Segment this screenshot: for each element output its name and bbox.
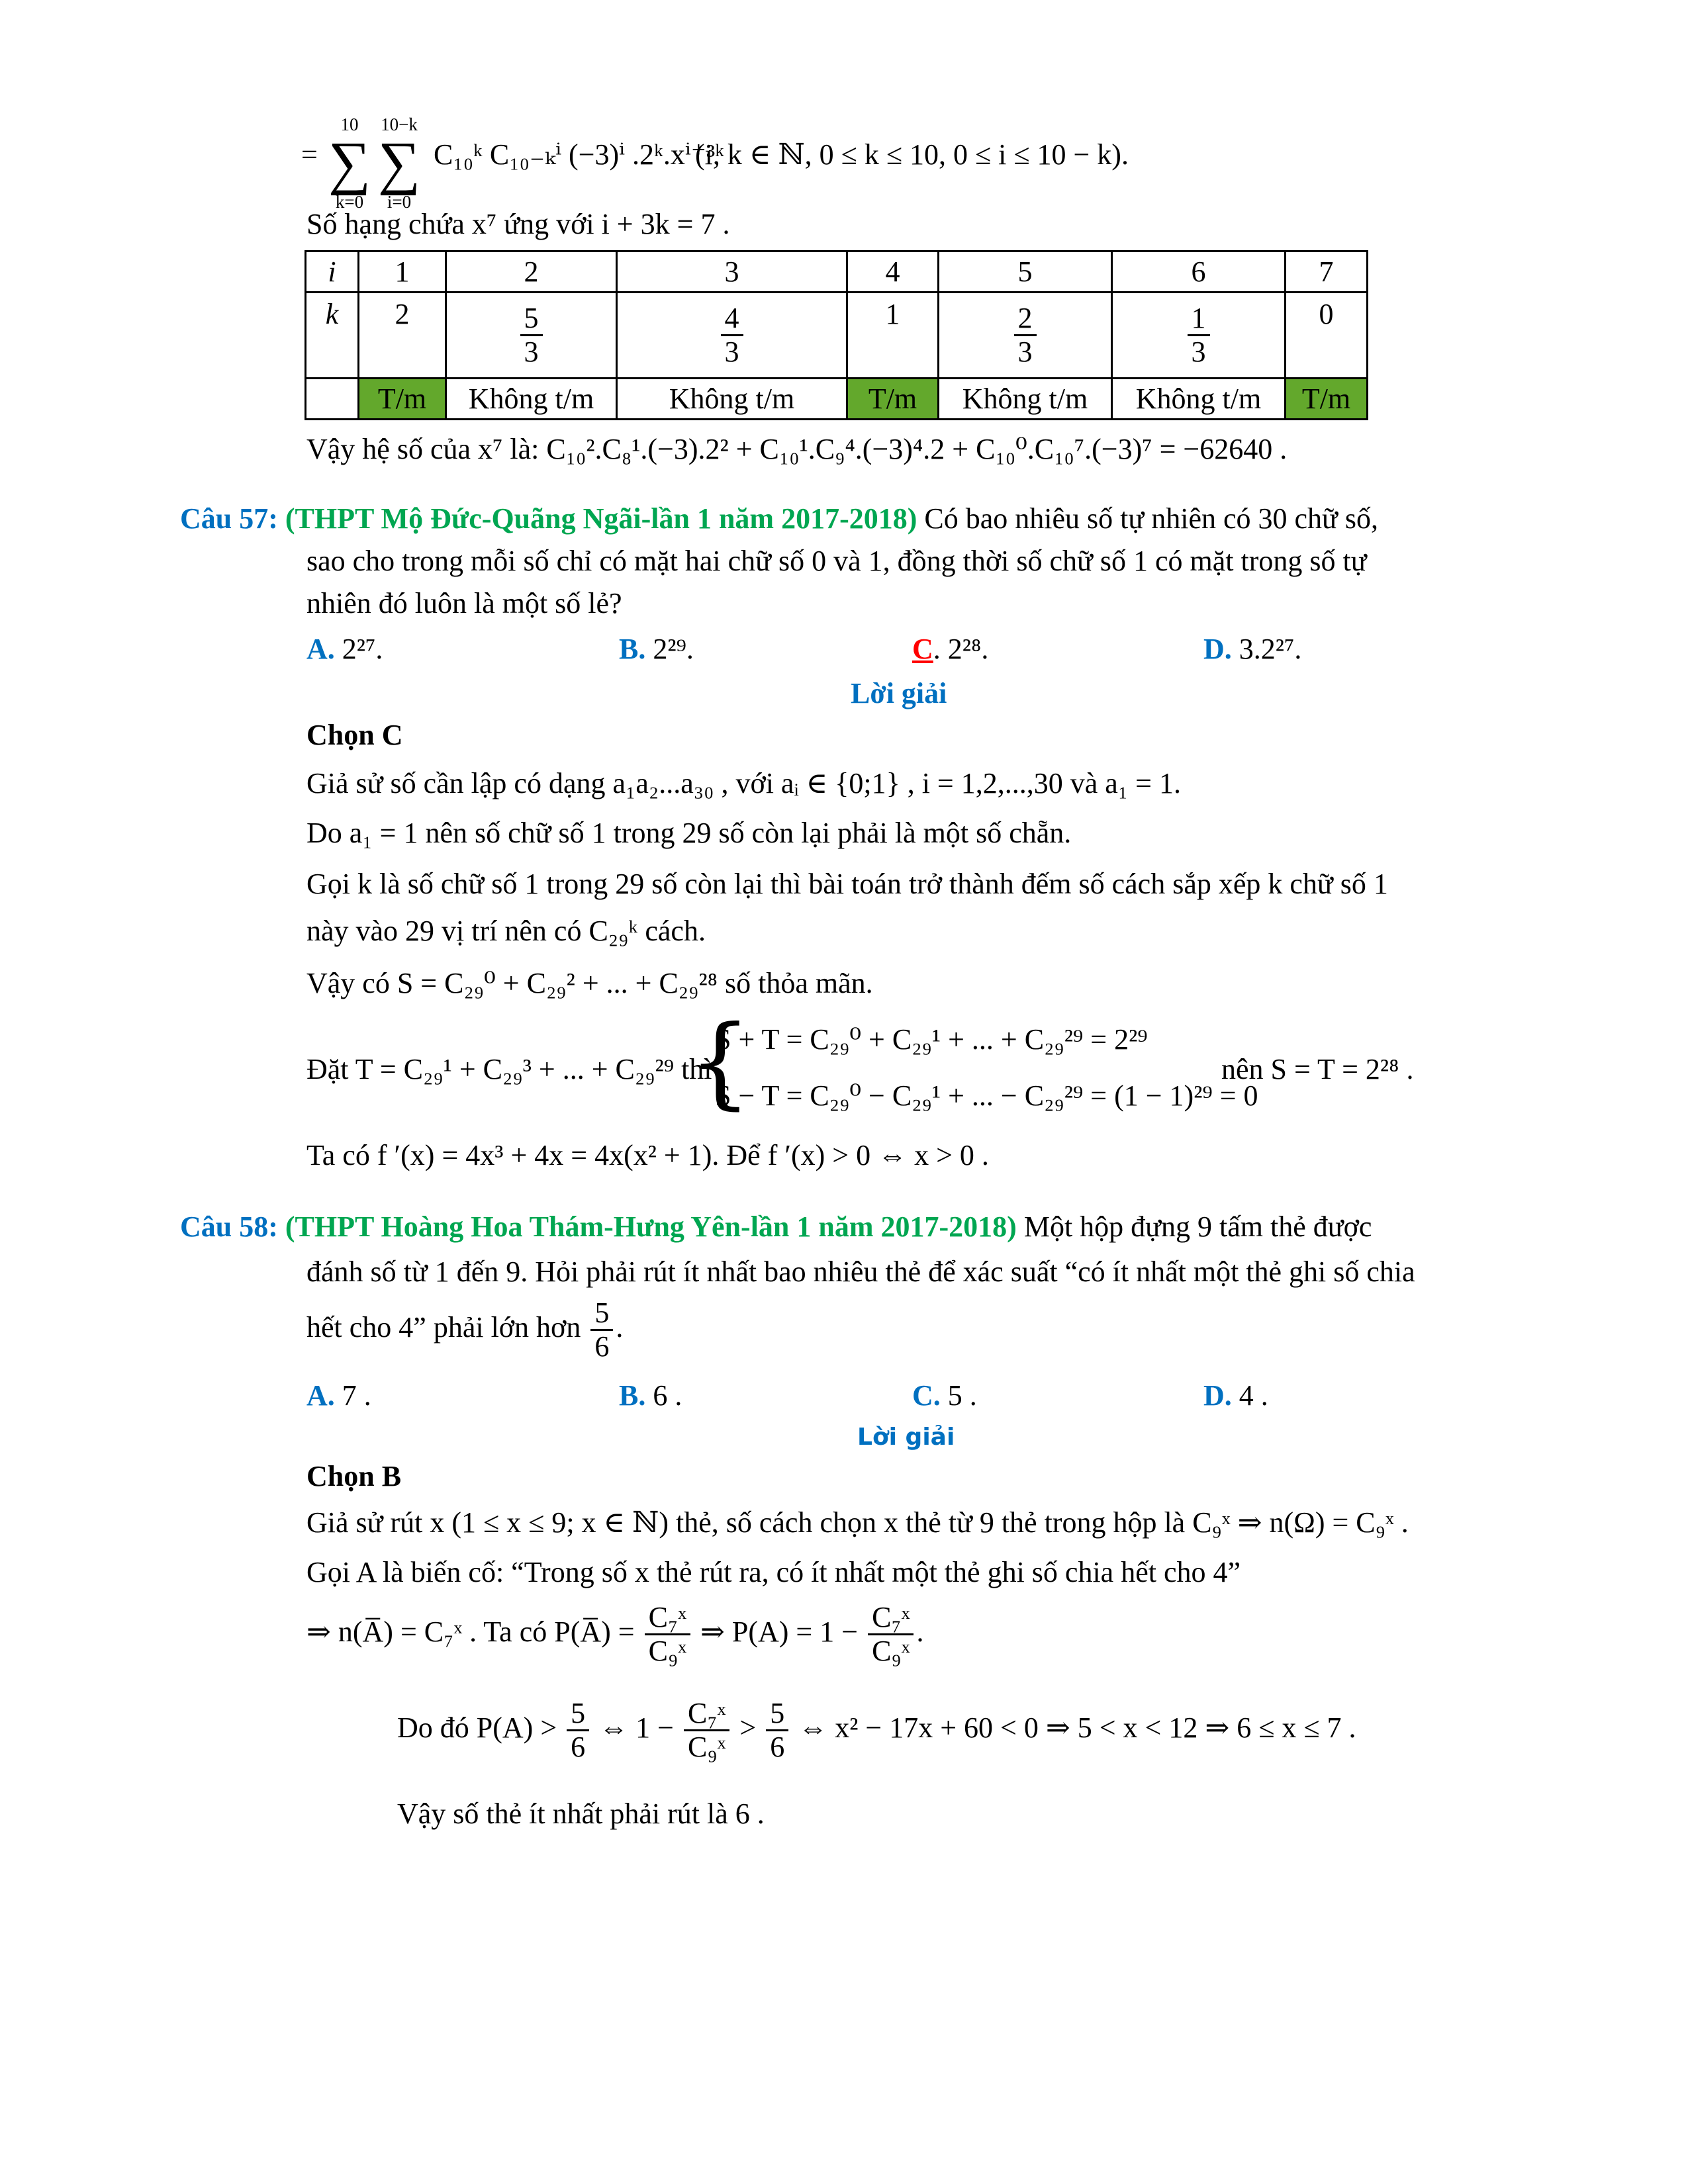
option-value: 2²⁷.: [342, 633, 383, 665]
q58-text3b: .: [616, 1310, 624, 1343]
q57-line: Do a₁ = 1 nên số chữ số 1 trong 29 số còn lại phải là một số chẵn.: [306, 817, 1072, 849]
frac-num: C₇ˣ: [868, 1602, 914, 1635]
k-num: 1: [1188, 302, 1210, 336]
frac-num: 5: [766, 1698, 788, 1731]
sum-k-lower: k=0: [335, 192, 364, 212]
q57-solution-title: Lời giải: [851, 677, 947, 709]
option-value: 7 .: [342, 1379, 371, 1412]
k-cell: 1: [847, 293, 939, 379]
q57-text1: Có bao nhiêu số tự nhiên có 30 chữ số,: [924, 502, 1379, 535]
sum-k-upper: 10: [340, 114, 359, 134]
option-label: B.: [619, 1379, 646, 1412]
q57-text2: sao cho trong mỗi số chỉ có mặt hai chữ số 0 và 1, đồng thời số chữ số 1 có mặt trong số tự: [306, 545, 1367, 577]
q57-system-line2: S − T = C₂₉⁰ − C₂₉¹ + ... − C₂₉²⁹ = (1 − 1)²⁹ = 0: [715, 1079, 1258, 1112]
i-cell: 7: [1286, 251, 1368, 293]
q58-line3b: ⇒ P(A) = 1 −: [700, 1615, 859, 1648]
status-cell: Không t/m: [939, 379, 1112, 420]
frac-num: 5: [590, 1297, 613, 1331]
k-den: 3: [1191, 336, 1206, 368]
q58-line3c: .: [916, 1615, 924, 1648]
q58-option-a[interactable]: [306, 1379, 371, 1414]
q58-text1: Một hộp đựng 9 tấm thẻ được: [1023, 1210, 1372, 1243]
k-num: 2: [1014, 302, 1037, 336]
formula-equals: =: [301, 138, 318, 171]
q57-source: (THPT Mộ Đức-Quãng Ngãi-lần 1 năm 2017-2018): [285, 502, 917, 535]
q58-text2: đánh số từ 1 đến 9. Hỏi phải rút ít nhất bao nhiêu thẻ để xác suất “có ít nhất một thẻ ghi số chia: [306, 1255, 1415, 1288]
q57-option-a[interactable]: [306, 632, 383, 667]
frac-num: C₇ˣ: [645, 1602, 690, 1635]
q58-option-c[interactable]: [912, 1379, 977, 1414]
option-label: D.: [1203, 1379, 1232, 1412]
row-k-label: k: [325, 298, 339, 330]
option-label-correct: C: [912, 633, 933, 665]
q57-choice: Chọn C: [306, 719, 403, 751]
i-cell: 5: [939, 251, 1112, 293]
system-brace: {: [688, 1005, 752, 1120]
sum-k: 10 ∑ k=0: [326, 116, 373, 211]
row-k: [306, 293, 1368, 379]
k-cell: [1112, 293, 1286, 379]
frac-num: C₇ˣ: [684, 1698, 729, 1731]
q57-dat-right: nên S = T = 2²⁸ .: [1221, 1053, 1414, 1085]
q58-line4d: ⇔ x² − 17x + 60 < 0 ⇒ 5 < x < 12 ⇒ 6 ≤ x ≤ 7 .: [798, 1711, 1356, 1744]
q57-option-c[interactable]: [912, 632, 988, 667]
q58-solution-title: Lời giải: [857, 1424, 955, 1451]
q58-text3: [306, 1297, 623, 1363]
option-label: A.: [306, 1379, 335, 1412]
status-cell: Không t/m: [1112, 379, 1286, 420]
q58-text3a: hết cho 4” phải lớn hơn: [306, 1310, 581, 1343]
formula-condition: (i, k ∈ ℕ, 0 ≤ k ≤ 10, 0 ≤ i ≤ 10 − k).: [695, 138, 1129, 171]
k-cell: [617, 293, 847, 379]
coef-line: Vậy hệ số của x⁷ là: C₁₀².C₈¹.(−3).2² + C₁₀¹.C₉⁴.(−3)⁴.2 + C₁₀⁰.C₁₀⁷.(−3)⁷ = −62640 .: [306, 433, 1288, 465]
option-label: A.: [306, 633, 335, 665]
q57-option-b[interactable]: [619, 632, 694, 667]
q58-number: Câu 58:: [180, 1210, 278, 1243]
k-den: 3: [724, 336, 739, 368]
q57-number: Câu 57:: [180, 502, 278, 535]
option-value: 5 .: [947, 1379, 977, 1412]
option-value: 6 .: [653, 1379, 682, 1412]
k-cell: [446, 293, 617, 379]
sum-i-lower: i=0: [387, 192, 412, 212]
status-cell-ok: T/m: [359, 379, 446, 420]
frac-num: 5: [567, 1698, 589, 1731]
threshold-fraction: [567, 1698, 589, 1764]
q57-line: Vậy có S = C₂₉⁰ + C₂₉² + ... + C₂₉²⁸ số thỏa mãn.: [306, 967, 873, 999]
q58-option-b[interactable]: [619, 1379, 682, 1414]
i-cell: 3: [617, 251, 847, 293]
sum-i-upper: 10−k: [381, 114, 418, 134]
frac-den: C₉ˣ: [648, 1635, 687, 1668]
q58-line4a: Do đó P(A) >: [397, 1711, 557, 1744]
k-num: 5: [520, 302, 543, 336]
i-cell: 1: [359, 251, 446, 293]
status-cell-ok: T/m: [1286, 379, 1368, 420]
threshold-fraction: [766, 1698, 788, 1764]
q58-line4b: ⇔ 1 −: [599, 1711, 674, 1744]
q57-line: Gọi k là số chữ số 1 trong 29 số còn lại thì bài toán trở thành đếm số cách sắp xếp k chữ số 1: [306, 868, 1388, 900]
status-cell: Không t/m: [617, 379, 847, 420]
option-label: D.: [1203, 633, 1232, 665]
q58-line2: Gọi A là biến cố: “Trong số x thẻ rút ra, có ít nhất một thẻ ghi số chia hết cho 4”: [306, 1556, 1241, 1588]
q57-line: Giả sử số cần lập có dạng a₁a₂...a₃₀ , với aᵢ ∈ {0;1} , i = 1,2,...,30 và a₁ = 1.: [306, 767, 1181, 799]
q58-header: [180, 1210, 1372, 1245]
formula-top: [301, 114, 1493, 212]
k-cell: [939, 293, 1112, 379]
q58-line5: Vậy số thẻ ít nhất phải rút là 6 .: [397, 1797, 765, 1830]
i-cell: 6: [1112, 251, 1286, 293]
q57-derivative-line: Ta có f ′(x) = 4x³ + 4x = 4x(x² + 1). Để f ′(x) > 0 ⇔ x > 0 .: [306, 1139, 989, 1171]
q58-line1: Giả sử rút x (1 ≤ x ≤ 9; x ∈ ℕ) thẻ, số cách chọn x thẻ từ 9 thẻ trong hộp là C₉ˣ ⇒ n(Ω) = C₉ˣ .: [306, 1506, 1409, 1539]
option-label: C.: [912, 1379, 941, 1412]
frac-den: C₉ˣ: [872, 1635, 910, 1668]
formula-body: C₁₀ᵏ C₁₀₋ₖⁱ (−3)ⁱ .2ᵏ.xⁱ⁺³ᵏ: [434, 138, 725, 171]
status-cell: Không t/m: [446, 379, 617, 420]
frac-den: 6: [571, 1731, 586, 1764]
option-value: 3.2²⁷.: [1239, 633, 1302, 665]
ratio-fraction: [684, 1698, 729, 1764]
q58-choice: Chọn B: [306, 1460, 402, 1492]
q58-line3: [306, 1602, 923, 1668]
q57-system-line1: S + T = C₂₉⁰ + C₂₉¹ + ... + C₂₉²⁹ = 2²⁹: [715, 1023, 1148, 1056]
q58-line4c: >: [739, 1711, 757, 1744]
frac-den: C₉ˣ: [687, 1731, 726, 1764]
k-den: 3: [1017, 336, 1033, 368]
status-cell-ok: T/m: [847, 379, 939, 420]
q57-text3: nhiên đó luôn là một số lẻ?: [306, 587, 622, 619]
option-value: . 2²⁸.: [933, 633, 989, 665]
q57-header: [180, 502, 1378, 537]
ratio-fraction: [868, 1602, 914, 1668]
ratio-fraction: [645, 1602, 690, 1668]
row-i: [306, 251, 1368, 293]
q58-threshold-fraction: [590, 1297, 613, 1363]
option-label: B.: [619, 633, 646, 665]
q57-dat-left: Đặt T = C₂₉¹ + C₂₉³ + ... + C₂₉²⁹ thì: [306, 1053, 712, 1085]
option-value: 2²⁹.: [653, 633, 694, 665]
q57-option-d[interactable]: [1203, 632, 1301, 667]
k-cell: 0: [1286, 293, 1368, 379]
i-cell: 2: [446, 251, 617, 293]
q58-line4: [397, 1698, 1356, 1764]
term-table: [305, 250, 1368, 420]
k-cell: 2: [359, 293, 446, 379]
q58-line3a: ⇒ n(A̅) = C₇ˣ . Ta có P(A̅) =: [306, 1615, 635, 1648]
row-i-label: i: [328, 255, 336, 288]
term-line: Số hạng chứa x⁷ ứng với i + 3k = 7 .: [306, 208, 730, 240]
frac-den: 6: [770, 1731, 785, 1764]
k-den: 3: [524, 336, 539, 368]
sum-i: 10−k ∑ i=0: [373, 116, 426, 211]
frac-den: 6: [594, 1330, 610, 1363]
row-status: [306, 379, 1368, 420]
q58-source: (THPT Hoàng Hoa Thám-Hưng Yên-lần 1 năm 2017-2018): [285, 1210, 1017, 1243]
option-value: 4 .: [1239, 1379, 1268, 1412]
q57-line: này vào 29 vị trí nên có C₂₉ᵏ cách.: [306, 915, 706, 947]
i-cell: 4: [847, 251, 939, 293]
k-num: 4: [721, 302, 743, 336]
q58-option-d[interactable]: [1203, 1379, 1268, 1414]
